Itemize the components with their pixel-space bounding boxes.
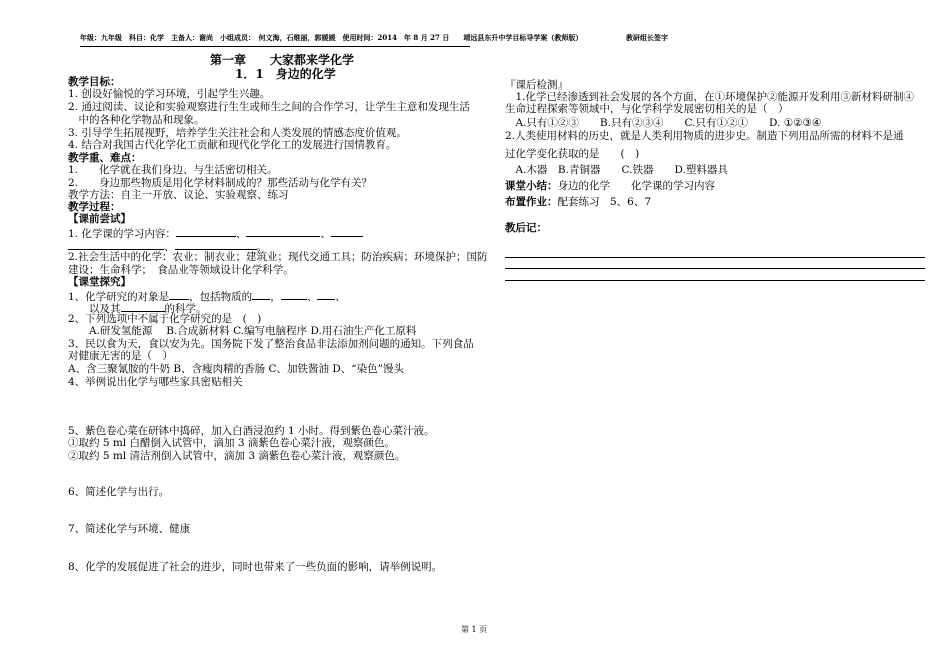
ex1-a: 1、化学研究的对象是 xyxy=(68,291,170,303)
explore-question-7: 7、简述化学与环境、健康 xyxy=(68,523,191,535)
pre-class-heading: 【课前尝试】 xyxy=(68,213,131,225)
explore-question-2-options: A.研发氢能源 B.合成新材料 C.编写电脑程序 D.用石油生产化工原料 xyxy=(68,325,417,337)
ex1-c: ， xyxy=(270,291,281,303)
header-meta: 年级：九年级 科目：化学 主备人：谢尚 小组成员： 何文海，石维丽，郭媛媛 使用时间：2014 年 8 月 27 日 靖远县东升中学目标导学案（教师版） xyxy=(80,33,583,42)
notes-line xyxy=(505,280,925,281)
goal-item: 3. 引导学生拓展视野，培养学生关注社会和人类发展的情感态度价值观。 xyxy=(68,127,407,139)
section-title: 1．1 身边的化学 xyxy=(235,67,336,81)
explore-question-6: 6、简述化学与出行。 xyxy=(68,486,170,498)
blank xyxy=(175,239,257,250)
key-point: 2. 身边那些物质是用化学材料制成的？那些活动与化学有关？ xyxy=(68,177,373,189)
teaching-method: 教学方法：自主一开放、议论、实验观察、练习 xyxy=(68,189,289,201)
explore-question-2: 2、下列选项中不属于化学研究的是 ( ) xyxy=(68,313,262,325)
ex1-line2-a: 以及其 xyxy=(68,303,121,315)
blank xyxy=(246,226,320,237)
process-heading: 教学过程： xyxy=(68,201,121,213)
blank xyxy=(317,289,335,300)
ex1-b: ，包括物质的 xyxy=(189,291,253,303)
pre-question-2-cont: 建设；生命科学； 食品业等领域设计化学科学。 xyxy=(68,264,294,276)
goals-heading: 教学目标： xyxy=(68,76,121,88)
pre-question-2: 2.社会生活中的化学：农业；制衣业；建筑业；现代交通工具；防治疾病；环境保护；国防 xyxy=(68,251,488,263)
explore-question-3-cont: 对健康无害的是（ ） xyxy=(68,350,173,362)
page-number: 第 1 页 xyxy=(461,625,488,634)
explore-question-8: 8、化学的发展促进了社会的进步，同时也带来了一些负面的影响，请举例说明。 xyxy=(68,561,443,573)
explore-question-4: 4、举例说出化学与哪些家具密贴相关 xyxy=(68,376,243,388)
test-question-1-options: A.只有①②③ B.只有②③④ C.只有①②① D. ①②③④ xyxy=(505,117,822,129)
class-summary xyxy=(505,180,715,193)
notes-line xyxy=(505,257,925,258)
explore-question-5: 5、紫色卷心菜在研钵中捣碎，加入白酒浸泡约 1 小时。得到紫色卷心菜汁液。 xyxy=(68,425,435,437)
chapter-title: 第一章 大家都来学化学 xyxy=(210,53,355,67)
notes-label: 教后记： xyxy=(505,222,547,234)
blank xyxy=(121,301,165,312)
homework xyxy=(505,196,651,209)
summary-text: 身边的化学 化学课的学习内容 xyxy=(557,180,715,192)
signature-label: 教研组长签字 xyxy=(626,33,668,42)
test-question-2-options: A.木器 B.青铜器 C.铁器 D.塑料器具 xyxy=(505,164,728,176)
goal-item: 4. 结合对我国古代化学化工贡献和现代化学化工的发展进行国情教育。 xyxy=(68,139,397,151)
ex1-e: 、 xyxy=(335,291,346,303)
blank xyxy=(281,289,307,300)
goal-item: 中的各种化学物品和现象。 xyxy=(68,114,205,126)
summary-label: 课堂小结： xyxy=(505,180,558,192)
test-question-2: 2.人类使用材料的历史，就是人类利用物质的进步史。制造下列用品所需的材料不是通 xyxy=(505,130,904,142)
blank xyxy=(331,226,363,237)
goal-item: 2. 通过阅读、议论和实验观察进行生生或师生之间的合作学习，让学生主意和发现生活 xyxy=(68,101,470,113)
homework-text: 配套练习 5、6、7 xyxy=(557,196,652,208)
test-heading: 『课后检测』 xyxy=(505,79,568,91)
blank xyxy=(169,289,189,300)
key-heading: 教学重、难点： xyxy=(68,152,142,164)
ex1-line2-b: 的科学。 xyxy=(164,303,207,315)
blank xyxy=(252,289,270,300)
ex1-d: 、 xyxy=(306,291,318,303)
pre-q1-label: 1. 化学课的学习内容： xyxy=(68,228,176,240)
test-question-1-cont: 生命过程探索等领域中，与化学科学发展密切相关的是（ ） xyxy=(505,103,789,115)
explore-question-5-step1: ①取约 5 ml 白醋倒入试管中，滴加 3 滴紫色卷心菜汁液，观察颜色。 xyxy=(68,437,395,449)
explore-question-5-step2: ②取约 5 ml 清洁剂倒入试管中，滴加 3 滴紫色卷心菜汁液，观察颜色。 xyxy=(68,450,406,462)
notes-line xyxy=(505,268,925,269)
explore-question-3-options: A、含三聚氰胺的牛奶 B、含瘦肉精的香肠 C、加铁酱油 D、“染色”馒头 xyxy=(68,363,404,375)
test-question-2-cont: 过化学变化获取的是 ( ) xyxy=(505,148,640,160)
key-point: 1. 化学就在我们身边、与生活密切相关。 xyxy=(68,164,278,176)
homework-label: 布置作业： xyxy=(505,196,558,208)
sep: 、 xyxy=(235,228,247,240)
period: 。 xyxy=(256,241,267,253)
blank xyxy=(68,239,164,250)
test-question-1: 1.化学已经渗透到社会发展的各个方面，在①环境保护②能源开发利用③新材料研制④ xyxy=(505,91,915,103)
sep: 、 xyxy=(320,228,331,240)
goal-item: 1. 创设好愉悦的学习环境，引起学生兴趣。 xyxy=(68,88,271,100)
sep: 、 xyxy=(164,241,175,253)
blank xyxy=(176,226,236,237)
explore-question-3: 3、民以食为天，食以安为先。国务院下发了整治食品非法添加剂问题的通知。下列食品 xyxy=(68,338,474,350)
header-rule xyxy=(80,46,470,47)
explore-heading: 【课堂探究】 xyxy=(68,276,131,288)
